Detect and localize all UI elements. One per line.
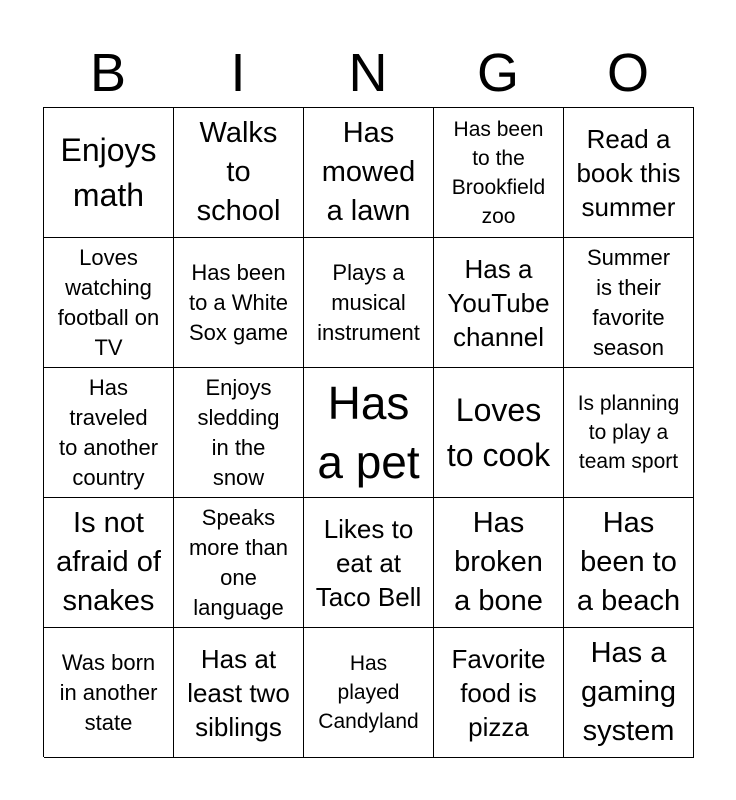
bingo-cell-r1-c3: Has mowed a lawn xyxy=(304,108,434,238)
bingo-cell-r2-c4: Has a YouTube channel xyxy=(434,238,564,368)
bingo-cell-r4-c3: Likes to eat at Taco Bell xyxy=(304,498,434,628)
bingo-cell-r2-c5: Summer is their favorite season xyxy=(564,238,694,368)
bingo-cell-r3-c5: Is planning to play a team sport xyxy=(564,368,694,498)
bingo-header xyxy=(43,42,693,104)
bingo-cell-r5-c3: Has played Candyland xyxy=(304,628,434,758)
bingo-cell-r5-c5: Has a gaming system xyxy=(564,628,694,758)
bingo-cell-r4-c5: Has been to a beach xyxy=(564,498,694,628)
bingo-cell-r5-c2: Has at least two siblings xyxy=(174,628,304,758)
bingo-cell-r5-c4: Favorite food is pizza xyxy=(434,628,564,758)
header-letter-n: N xyxy=(348,43,388,103)
header-letter-o: O xyxy=(606,43,649,103)
header-letter-i: I xyxy=(230,43,246,103)
bingo-cell-r5-c1: Was born in another state xyxy=(44,628,174,758)
bingo-cell-r4-c4: Has broken a bone xyxy=(434,498,564,628)
header-letter-g: G xyxy=(476,43,519,103)
bingo-cell-r1-c5: Read a book this summer xyxy=(564,108,694,238)
bingo-cell-r2-c3: Plays a musical instrument xyxy=(304,238,434,368)
bingo-cell-r4-c1: Is not afraid of snakes xyxy=(44,498,174,628)
bingo-cell-r3-c4: Loves to cook xyxy=(434,368,564,498)
header-letter-b: B xyxy=(89,43,127,103)
bingo-cell-r3-c2: Enjoys sledding in the snow xyxy=(174,368,304,498)
bingo-cell-r1-c4: Has been to the Brookfield zoo xyxy=(434,108,564,238)
bingo-cell-r3-c1: Has traveled to another country xyxy=(44,368,174,498)
bingo-cell-r2-c1: Loves watching football on TV xyxy=(44,238,174,368)
bingo-cell-r1-c1: Enjoys math xyxy=(44,108,174,238)
bingo-cell-r4-c2: Speaks more than one language xyxy=(174,498,304,628)
bingo-cell-r1-c2: Walks to school xyxy=(174,108,304,238)
bingo-cell-r3-c3: Has a pet xyxy=(304,368,434,498)
bingo-cell-r2-c2: Has been to a White Sox game xyxy=(174,238,304,368)
bingo-board xyxy=(43,107,694,757)
